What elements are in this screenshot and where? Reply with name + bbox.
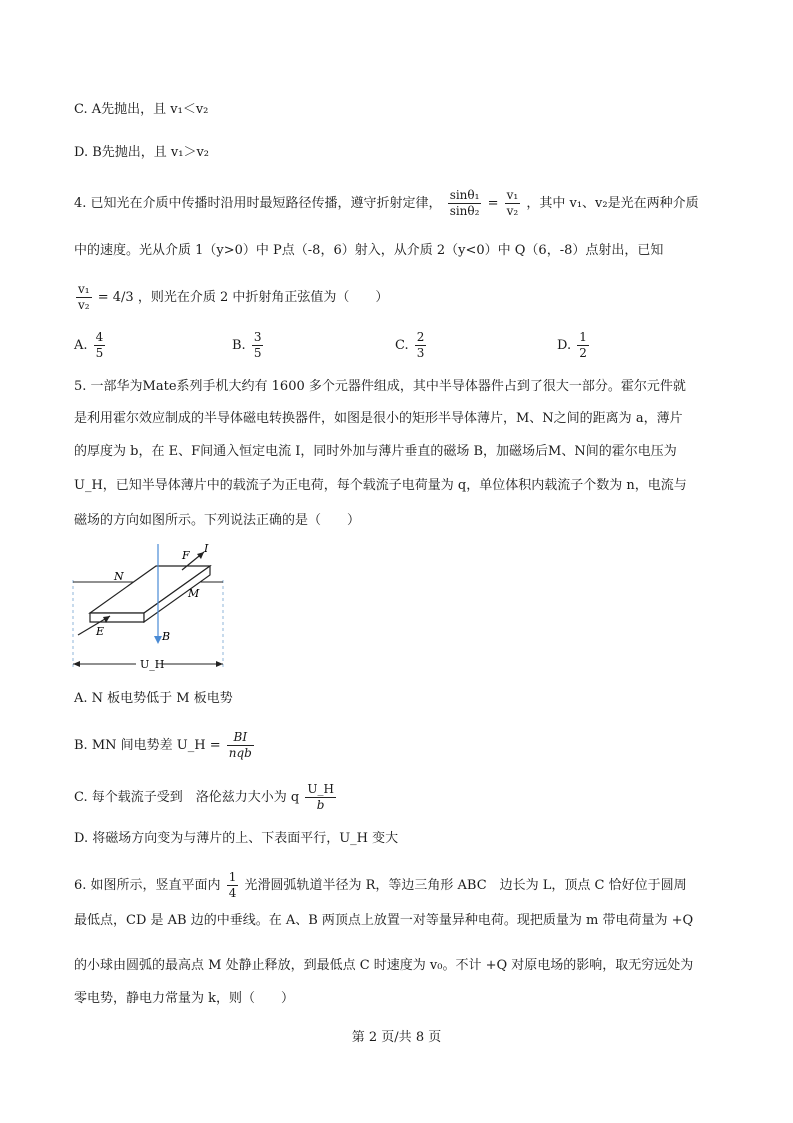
label-n: N bbox=[114, 570, 124, 583]
q4-option-a-den: 5 bbox=[95, 346, 104, 360]
q5-line-4: U_H，已知半导体薄片中的载流子为正电荷，每个载流子电荷量为 q，单位体积内载流子个数为 n，电流与 bbox=[74, 478, 687, 493]
q4-sin-num: sinθ₁ bbox=[449, 188, 480, 202]
q4-text-b: ，其中 v₁、v₂是光在两种介质 bbox=[526, 196, 699, 211]
q5-option-b-fraction bbox=[227, 730, 254, 761]
q4-given-den: v₂ bbox=[78, 298, 90, 312]
label-uh: U_H bbox=[140, 658, 165, 671]
q3-option-d: D. B先抛出，且 v₁＞v₂ bbox=[74, 145, 210, 160]
q5-option-c-den: b bbox=[316, 798, 325, 812]
label-f: F bbox=[182, 549, 190, 562]
q4-question: ，则光在介质 2 中折射角正弦值为（ ） bbox=[137, 290, 389, 305]
q4-line-2: 中的速度。光从介质 1（y>0）中 P点（-8，6）射入，从介质 2（y<0）中 Q（6，-8）点射出，已知 bbox=[74, 243, 664, 258]
q4-option-d-den: 2 bbox=[579, 346, 587, 360]
q4-given-ratio bbox=[76, 282, 92, 313]
slab-front-face bbox=[90, 613, 144, 622]
q5-line-1: 5. 一部华为Mate系列手机大约有 1600 多个元器件组成，其中半导体器件占到了很大一部分。霍尔元件就 bbox=[74, 379, 686, 394]
q4-option-b-num: 3 bbox=[253, 330, 262, 344]
q4-option-a-num: 4 bbox=[95, 330, 104, 344]
q4-option-c-den: 3 bbox=[416, 346, 425, 360]
q6-line-3: 的小球由圆弧的最高点 M 处静止释放，到最低点 C 时速度为 v₀。不计 +Q 对原电场的影响，取无穷远处为 bbox=[74, 958, 694, 973]
q6-fraction-num: 1 bbox=[228, 870, 237, 884]
q4-v-num: v₁ bbox=[506, 188, 519, 202]
q6-quarter-fraction bbox=[227, 870, 239, 901]
q4-option-b-label: B. bbox=[232, 338, 246, 353]
q5-option-b-num: BI bbox=[227, 730, 254, 746]
label-i: I bbox=[204, 542, 209, 555]
q6-line-4: 零电势，静电力常量为 k，则（ ） bbox=[74, 991, 295, 1006]
q4-option-c bbox=[395, 330, 428, 361]
q5-option-b bbox=[74, 730, 256, 761]
q5-option-d: D. 将磁场方向变为与薄片的上、下表面平行，U_H 变大 bbox=[74, 831, 399, 846]
label-e: E bbox=[96, 625, 105, 638]
q5-line-2: 是利用霍尔效应制成的半导体磁电转换器件，如图是很小的矩形半导体薄片，M、N之间的距离为 a，薄片 bbox=[74, 411, 683, 426]
label-m: M bbox=[188, 587, 200, 600]
q4-option-c-num: 2 bbox=[416, 330, 425, 344]
q4-option-a-label: A. bbox=[74, 338, 88, 353]
q4-line-1: 4. 已知光在介质中传播时沿用时最短路径传播，遵守折射定律， $\frac{\text{sinθ₁}}{\text{sinθ₂}}$ = $\frac{\text{v₁}}{\text{v₂}}$ ，其中 v₁、v₂是光在两种介质 bbox=[74, 188, 699, 218]
q4-option-d-num: 1 bbox=[579, 330, 587, 344]
q4-sin-den: sinθ₂ bbox=[449, 204, 480, 218]
q4-option-b-den: 5 bbox=[253, 346, 262, 360]
q4-v-den: v₂ bbox=[506, 204, 519, 218]
q6-fraction-den: 4 bbox=[228, 886, 237, 900]
q5-option-a: A. N 板电势低于 M 板电势 bbox=[74, 691, 233, 706]
q5-option-c-text: C. 每个载流子受到 洛伦兹力大小为 q bbox=[74, 790, 300, 805]
q4-option-d-label: D. bbox=[557, 338, 572, 353]
q4-option-b bbox=[232, 330, 265, 361]
q6-text-b: 光滑圆弧轨道半径为 R，等边三角形 ABC 边长为 L，顶点 C 恰好位于圆周 bbox=[244, 878, 687, 893]
label-b: B bbox=[162, 630, 171, 643]
q5-option-b-text: B. MN 间电势差 U_H = bbox=[74, 738, 221, 753]
b-arrow-icon bbox=[154, 636, 162, 644]
q3-option-c: C. A先抛出，且 v₁＜v₂ bbox=[74, 102, 209, 117]
q5-line-5: 磁场的方向如图所示。下列说法正确的是（ ） bbox=[74, 513, 361, 528]
hall-element-figure bbox=[70, 540, 240, 675]
page-footer: 第 2 页/共 8 页 bbox=[351, 1030, 442, 1045]
q4-given-value: = 4/3 bbox=[97, 290, 134, 305]
q4-sin-ratio bbox=[448, 188, 482, 219]
q4-option-d bbox=[557, 330, 591, 361]
q6-line-1 bbox=[74, 870, 687, 901]
q4-text-a: 4. 已知光在介质中传播时沿用时最短路径传播，遵守折射定律， bbox=[74, 196, 442, 211]
q5-option-c-fraction bbox=[305, 782, 336, 813]
q4-v-ratio bbox=[505, 188, 521, 219]
current-out-arrow-icon bbox=[197, 552, 204, 559]
q6-line-2: 最低点，CD 是 AB 边的中垂线。在 A、B 两顶点上放置一对等量异种电荷。现把质量为 m 带电荷量为 +Q bbox=[74, 913, 694, 928]
q4-option-c-label: C. bbox=[395, 338, 409, 353]
uh-left-arrow-icon bbox=[73, 661, 80, 667]
q4-option-a bbox=[74, 330, 107, 361]
q5-option-c bbox=[74, 782, 338, 813]
q6-text-a: 6. 如图所示，竖直平面内 bbox=[74, 878, 221, 893]
q5-option-c-num: U_H bbox=[307, 782, 334, 796]
uh-right-arrow-icon bbox=[216, 661, 223, 667]
q5-option-b-den: nqb bbox=[228, 746, 252, 760]
q5-line-3: 的厚度为 b，在 E、F间通入恒定电流 I，同时外加与薄片垂直的磁场 B，加磁场后M、N间的霍尔电压为 bbox=[74, 444, 677, 459]
q4-line-3 bbox=[74, 282, 388, 313]
q4-given-num: v₁ bbox=[78, 282, 90, 296]
